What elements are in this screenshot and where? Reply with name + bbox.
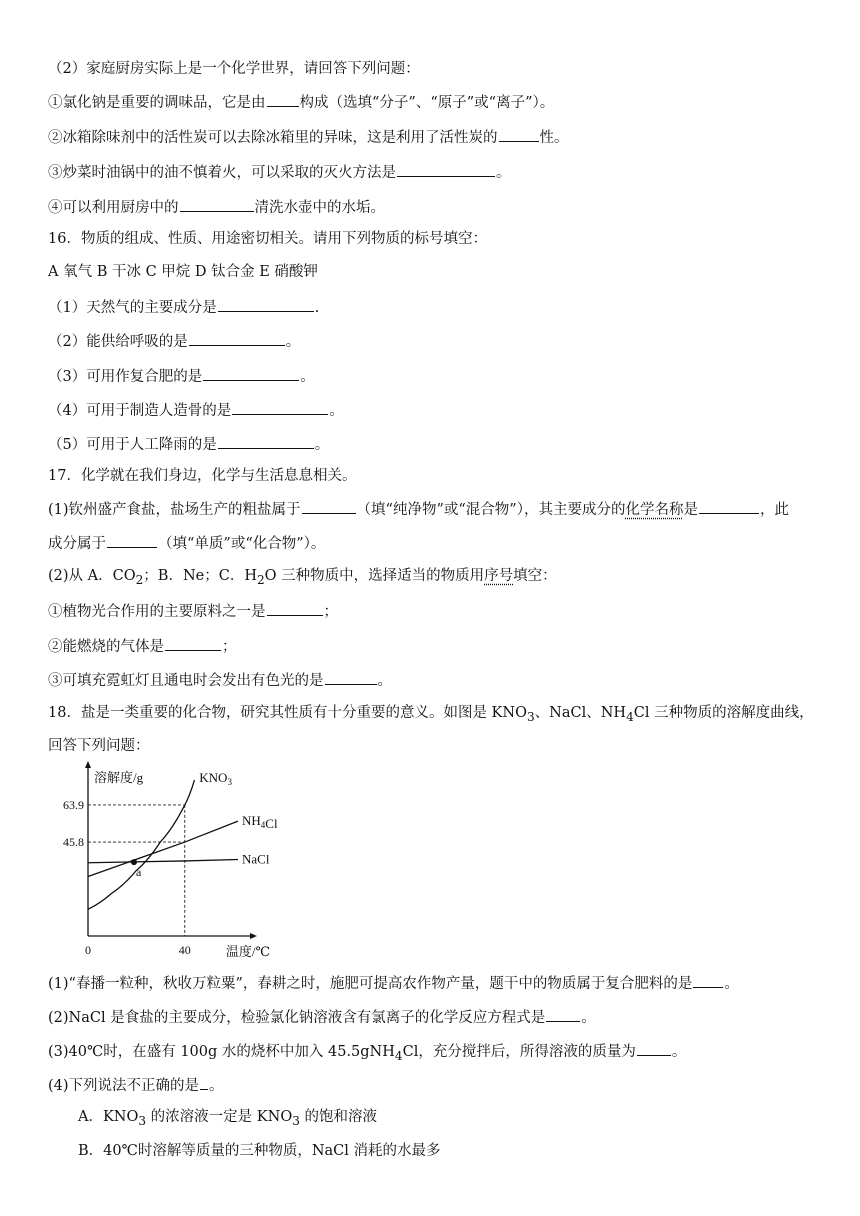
q16-part-2-text-b: 。 xyxy=(285,334,301,350)
q16-stem-text: 16．物质的组成、性质、用途密切相关。请用下列物质的标号填空： xyxy=(48,231,487,247)
y-tick-label: 63.9 xyxy=(63,797,84,812)
q16-options xyxy=(48,261,816,283)
q18-part-4-text-b: 。 xyxy=(209,1078,224,1094)
answer-blank[interactable] xyxy=(218,432,314,449)
q18-part-2-text-a: (2)NaCl 是食盐的主要成分，检验氯化钠溶液含有氯离子的化学反应方程式是 xyxy=(48,1010,546,1026)
q18-part-3-text-b: Cl，充分搅拌后，所得溶液的质量为 xyxy=(402,1044,636,1060)
q15-item-4-text-a: ④可以利用厨房中的 xyxy=(48,200,179,216)
q17-part-1-text-d: ，此 xyxy=(759,502,789,518)
subscript: 3 xyxy=(526,709,535,724)
q16-options-text: A 氧气 B 干冰 C 甲烷 D 钛合金 E 硝酸钾 xyxy=(48,264,318,280)
q15-item-4-text-b: 清洗水壶中的水垢。 xyxy=(254,200,385,216)
q17-item-2 xyxy=(48,634,816,656)
series-label-kno3: $KNO_3$ xyxy=(199,770,232,788)
q17-part-1-text-f: （填“单质”或“化合物”）。 xyxy=(158,536,326,552)
q16-part-4-text-a: （4）可用于制造人造骨的是 xyxy=(48,403,232,419)
subscript: 2 xyxy=(135,572,144,587)
q17-item-3 xyxy=(48,668,816,690)
x-axis-arrow-icon xyxy=(250,933,257,939)
series-label-nh4cl: $NH_4Cl$ xyxy=(242,813,278,832)
q15-item-2-text-b: 性。 xyxy=(539,130,569,146)
subscript: 2 xyxy=(256,572,265,587)
q17-part-1-cont xyxy=(48,531,816,553)
q17-item-2-text-b: ； xyxy=(222,639,237,655)
q16-part-1 xyxy=(48,295,816,317)
q15-part2-title xyxy=(48,58,816,80)
q18-part-3-text-a: (3)40℃时，在盛有 100g 水的烧杯中加入 45.5gNH xyxy=(48,1044,395,1060)
q16-part-5-text-a: （5）可用于人工降雨的是 xyxy=(48,437,217,453)
answer-blank[interactable] xyxy=(165,634,221,651)
q15-item-1-text-b: 构成（选填“分子”、“原子”或“离子”）。 xyxy=(299,95,555,111)
q18-part-1-text-a: (1)“春播一粒种，秋收万粒粟”，春耕之时，施肥可提高农作物产量，题干中的物质属于复合肥料的是 xyxy=(48,976,693,992)
q18-stem-cont xyxy=(48,735,816,757)
q16-part-1-text-a: （1）天然气的主要成分是 xyxy=(48,300,217,316)
answer-blank[interactable] xyxy=(637,1039,671,1056)
q18-part-2-text-b: 。 xyxy=(581,1010,596,1026)
q18-part-4 xyxy=(48,1073,816,1095)
q16-part-3-text-b: 。 xyxy=(300,369,315,385)
answer-blank[interactable] xyxy=(203,364,299,381)
answer-blank[interactable] xyxy=(267,599,323,616)
answer-blank[interactable] xyxy=(200,1073,208,1090)
q15-item-1-text-a: ①氯化钠是重要的调味品，它是由 xyxy=(48,95,266,111)
q17-item-1-text-b: ； xyxy=(323,604,338,620)
q17-item-1-text-a: ①植物光合作用的主要原料之一是 xyxy=(48,604,266,620)
x-axis-label: 温度/℃ xyxy=(225,944,271,959)
y-axis-label: 溶解度/g xyxy=(94,770,144,785)
q18-option-a-text-b: 的浓溶液一定是 KNO xyxy=(146,1109,293,1125)
q18-part-4-text-a: (4)下列说法不正确的是 xyxy=(48,1078,200,1094)
q17-part-2-text-d: 填空： xyxy=(513,568,557,584)
q17-part-1-text-e: 成分属于 xyxy=(48,536,106,552)
y-tick-label: 45.8 xyxy=(63,835,84,850)
intersection-point-label: a xyxy=(135,865,142,880)
q16-part-3-text-a: （3）可用作复合肥的是 xyxy=(48,369,203,385)
q17-part-2-text-a: (2)从 A．CO xyxy=(48,568,136,584)
answer-blank[interactable] xyxy=(325,668,377,685)
q17-item-2-text-a: ②能燃烧的气体是 xyxy=(48,639,164,655)
q17-part-1-text-b: （填“纯净物”或“混合物”），其主要成分的 xyxy=(356,502,626,518)
subscript: 3 xyxy=(292,1113,300,1128)
q18-option-a-text-a: A．KNO xyxy=(78,1109,139,1125)
q18-option-b[interactable] xyxy=(78,1140,816,1162)
answer-blank[interactable] xyxy=(693,971,723,988)
q15-item-3-text-b: 。 xyxy=(496,165,511,181)
answer-blank[interactable] xyxy=(397,160,495,177)
answer-blank[interactable] xyxy=(499,125,539,142)
answer-blank[interactable] xyxy=(267,90,299,107)
q15-item-2 xyxy=(48,125,816,147)
q18-part-3-text-c: 。 xyxy=(671,1044,687,1060)
emphasis-dots: 序号 xyxy=(484,568,514,584)
q18-option-a-text-c: 的饱和溶液 xyxy=(299,1109,378,1125)
q18-stem-text-b: 、NaCl、NH xyxy=(534,705,627,721)
q16-part-2 xyxy=(48,329,816,351)
q17-item-3-text-b: 。 xyxy=(377,673,392,689)
series-line-nh4cl xyxy=(88,821,238,876)
q15-item-3-text-a: ③炒菜时油锅中的油不慎着火，可以采取的灭火方法是 xyxy=(48,165,396,181)
q16-part-5 xyxy=(48,432,816,454)
q16-part-1-text-b: . xyxy=(314,300,320,316)
subscript: 3 xyxy=(138,1113,147,1128)
q15-item-4 xyxy=(48,195,816,217)
q15-item-2-text-a: ②冰箱除味剂中的活性炭可以去除冰箱里的异味，这是利用了活性炭的 xyxy=(48,130,498,146)
q17-part-2-text-c: O 三种物质中，选择适当的物质用 xyxy=(264,568,485,584)
q18-option-a[interactable] xyxy=(78,1106,816,1128)
q17-stem xyxy=(48,465,816,487)
answer-blank[interactable] xyxy=(180,195,254,212)
solubility-chart xyxy=(52,760,278,960)
q16-part-4-text-b: 。 xyxy=(329,403,344,419)
q18-part-1-text-b: 。 xyxy=(724,976,739,992)
q17-item-1 xyxy=(48,599,816,621)
answer-blank[interactable] xyxy=(699,497,759,514)
q18-stem xyxy=(48,702,816,724)
q17-part-1-text-a: (1)钦州盛产食盐，盐场生产的粗盐属于 xyxy=(48,502,301,518)
q18-part-2 xyxy=(48,1005,816,1027)
answer-blank[interactable] xyxy=(218,295,314,312)
subscript: 4 xyxy=(394,1048,403,1063)
emphasis-dots: 化学名称 xyxy=(625,502,684,518)
q17-part-2 xyxy=(48,565,816,587)
q18-option-b-text: B．40℃时溶解等质量的三种物质，NaCl 消耗的水最多 xyxy=(78,1143,441,1159)
q16-part-2-text-a: （2）能供给呼吸的是 xyxy=(48,334,188,350)
series-line-nacl xyxy=(88,859,238,862)
q17-item-3-text-a: ③可填充霓虹灯且通电时会发出有色光的是 xyxy=(48,673,324,689)
q18-stem-text-a: 18．盐是一类重要的化合物，研究其性质有十分重要的意义。如图是 KNO xyxy=(48,705,527,721)
q18-part-1 xyxy=(48,971,816,993)
answer-blank[interactable] xyxy=(302,497,356,514)
x-tick-label: 40 xyxy=(178,943,191,957)
q16-part-3 xyxy=(48,364,816,386)
answer-blank[interactable] xyxy=(107,531,157,548)
q17-part-1 xyxy=(48,497,816,519)
q16-part-4 xyxy=(48,398,816,420)
answer-blank[interactable] xyxy=(546,1005,580,1022)
series-label-nacl: NaCl xyxy=(242,851,270,867)
q16-part-5-text-b: 。 xyxy=(314,437,330,453)
answer-blank[interactable] xyxy=(189,329,285,346)
answer-blank[interactable] xyxy=(232,398,328,415)
q18-part-3 xyxy=(48,1039,816,1061)
q18-stem-text-d: 回答下列问题： xyxy=(48,738,150,754)
q15-part2-title-text: （2）家庭厨房实际上是一个化学世界，请回答下列问题： xyxy=(48,61,420,77)
q17-stem-text: 17．化学就在我们身边，化学与生活息息相关。 xyxy=(48,468,357,484)
q15-item-1 xyxy=(48,90,816,112)
q17-part-1-text-c: 是 xyxy=(683,502,698,518)
y-axis-arrow-icon xyxy=(85,761,91,768)
x-tick-label: 0 xyxy=(85,943,91,957)
q18-stem-text-c: Cl 三种物质的溶解度曲线， xyxy=(633,705,814,721)
subscript: 4 xyxy=(626,709,634,724)
q16-stem xyxy=(48,228,816,250)
q17-part-2-text-b: ；B．Ne；C．H xyxy=(143,568,257,584)
q15-item-3 xyxy=(48,160,816,182)
